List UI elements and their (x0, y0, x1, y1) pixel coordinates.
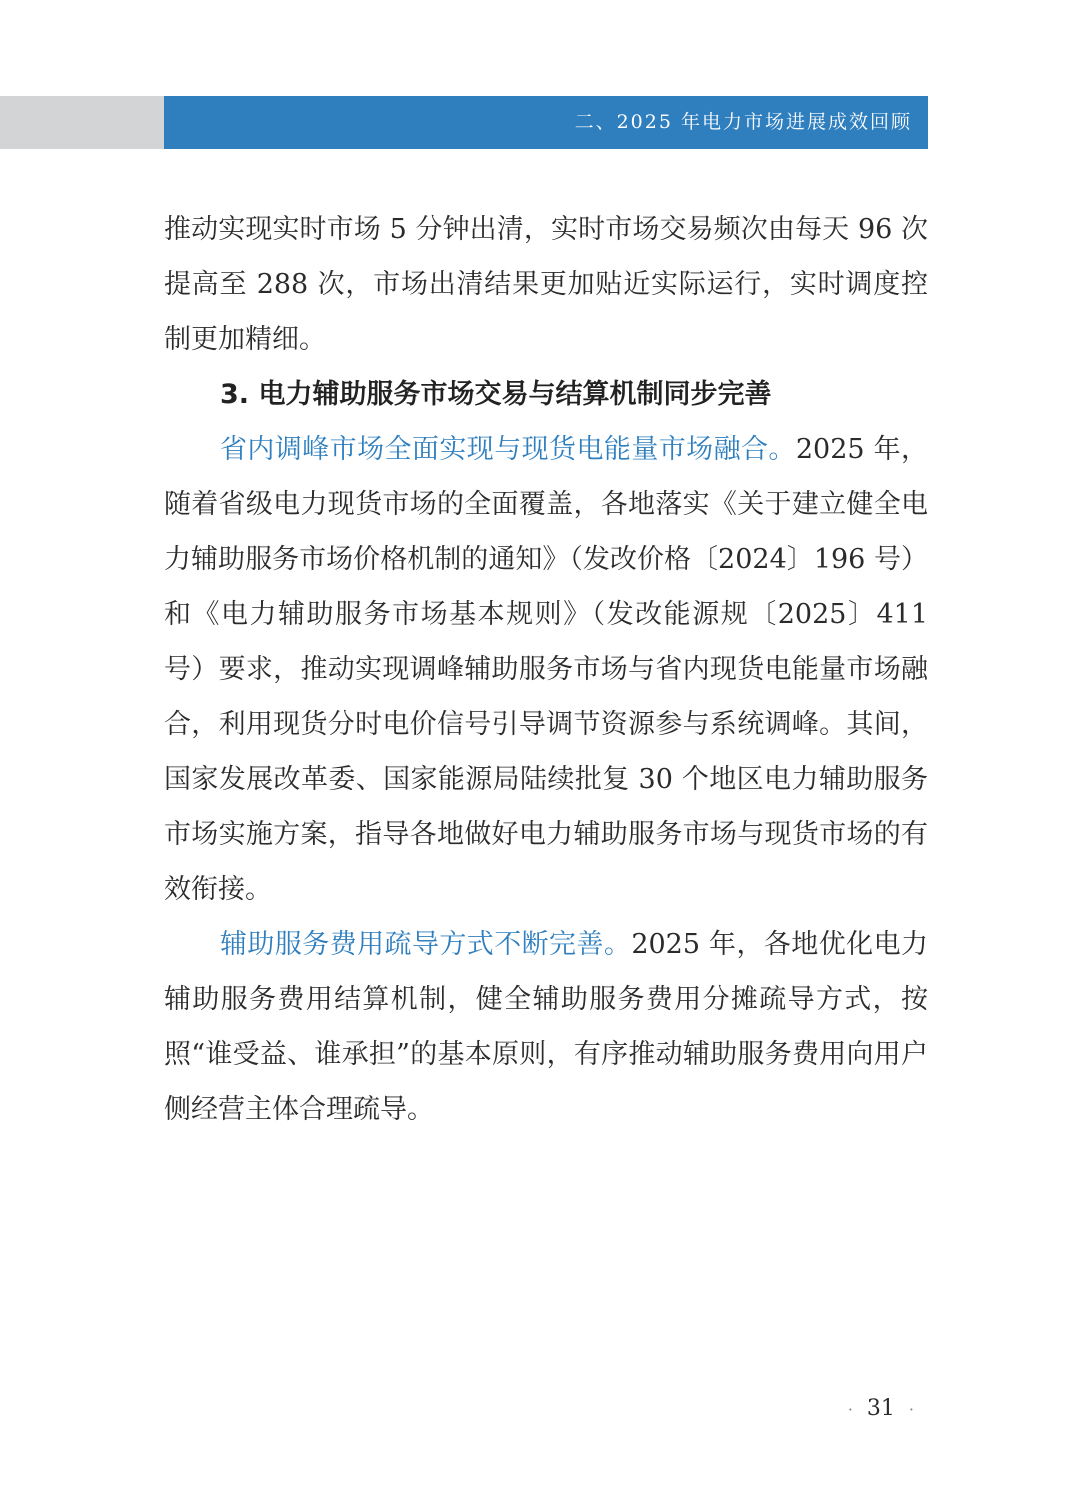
section-title: 二、2025 年电力市场进展成效回顾 (574, 111, 912, 133)
page-number-dot-right: · (908, 1400, 914, 1419)
page-number-value: 31 (866, 1396, 895, 1421)
header-blue-band (164, 96, 928, 149)
page-number-dot-left: · (847, 1400, 853, 1419)
header-gray-band (0, 96, 164, 149)
paragraph-realtime-market: 推动实现实时市场 5 分钟出清，实时市场交易频次由每天 96 次提高至 288 次，市场出清结果更加贴近实际运行，实时调度控制更加精细。 (164, 214, 928, 355)
section-heading-3: 3. 电力辅助服务市场交易与结算机制同步完善 (220, 379, 772, 410)
page-number (834, 1396, 928, 1421)
paragraph-text-fee-allocation: 2025 年，各地优化电力辅助服务费用结算机制，健全辅助服务费用分摊疏导方式，按照“谁受益、谁承担”的基本原则，有序推动辅助服务费用向用户侧经营主体合理疏导。 (164, 929, 928, 1125)
paragraph-peak-shaving (164, 422, 928, 917)
paragraph-text-peak-shaving: 2025 年，随着省级电力现货市场的全面覆盖，各地落实《关于建立健全电力辅助服务市场价格机制的通知》（发改价格〔2024〕196 号）和《电力辅助服务市场基本规则》（发改能源规〔2025〕411 号）要求，推动实现调峰辅助服务市场与省内现货电能量市场融合，利用现货分时电价信号引导调节资源参与系统调峰。其间，国家发展改革委、国家能源局陆续批复 30 个地区电力辅助服务市场实施方案，指导各地做好电力辅助服务市场与现货市场的有效衔接。 (164, 434, 928, 905)
paragraph-fee-allocation (164, 917, 928, 1137)
paragraph-lead-fee-allocation: 辅助服务费用疏导方式不断完善。 (220, 929, 632, 960)
page-body (164, 202, 928, 1137)
paragraph-lead-peak-shaving: 省内调峰市场全面实现与现货电能量市场融合。 (220, 434, 796, 465)
